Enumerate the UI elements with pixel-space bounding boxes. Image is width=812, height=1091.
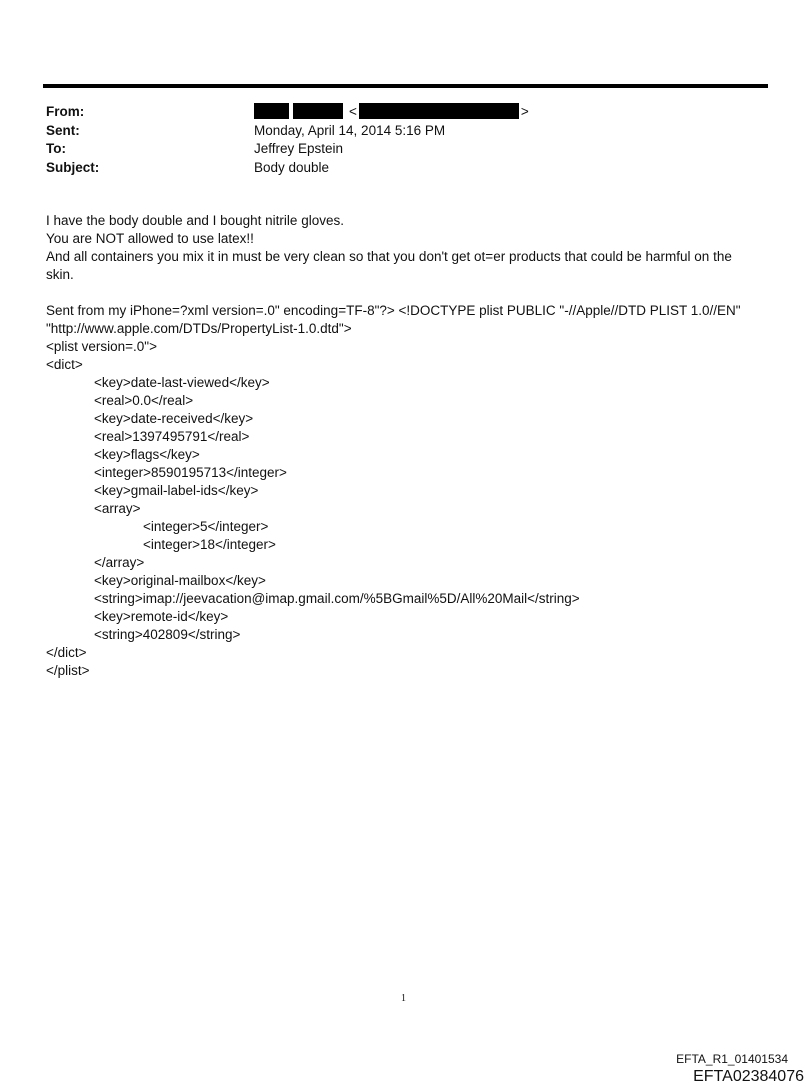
subject-value: Body double: [254, 159, 330, 175]
to-value: Jeffrey Epstein: [254, 141, 344, 156]
sent-label: Sent:: [46, 122, 80, 138]
from-label: From:: [46, 104, 85, 119]
redaction-block: [254, 103, 289, 119]
dict-item: <real>1397495791</real>: [94, 429, 250, 444]
body-line: And all containers you mix it in must be very clean so that you don't get ot=er products that could be harmful on the: [46, 249, 732, 264]
dict-item: <string>402809</string>: [94, 627, 241, 642]
dict-item: <real>0.0</real>: [94, 393, 194, 408]
dict-item: <key>original-mailbox</key>: [94, 573, 266, 588]
page-number: 1: [401, 993, 406, 1004]
email-body: [46, 212, 776, 680]
email-bracket-close: >: [520, 104, 529, 119]
signature-line: Sent from my iPhone=?xml version=.0" encoding=TF-8"?> <!DOCTYPE plist PUBLIC "-//Apple//DTD PLIST 1.0//EN": [46, 303, 741, 318]
bates-stamp-secondary: EFTA02384076: [693, 1068, 804, 1085]
body-line: I have the body double and I bought nitrile gloves.: [46, 213, 344, 228]
array-item: <integer>18</integer>: [143, 537, 276, 552]
redaction-block: [359, 103, 519, 119]
email-bracket-open: <: [349, 104, 357, 119]
dict-close: </dict>: [46, 645, 87, 660]
dict-item: <string>imap://jeevacation@imap.gmail.com/%5BGmail%5D/All%20Mail</string>: [94, 591, 580, 606]
body-line: You are NOT allowed to use latex!!: [46, 231, 254, 246]
array-item: <integer>5</integer>: [143, 519, 269, 534]
dict-open: <dict>: [46, 357, 83, 372]
sent-value: Monday, April 14, 2014 5:16 PM: [254, 122, 446, 138]
redaction-block: [293, 103, 343, 119]
signature-line: "http://www.apple.com/DTDs/PropertyList-1.0.dtd">: [46, 321, 352, 336]
body-line: skin.: [46, 267, 74, 282]
to-label: To:: [46, 141, 66, 156]
dict-item: <key>flags</key>: [94, 447, 200, 462]
dict-item: <key>date-received</key>: [94, 411, 254, 426]
header-rule: [43, 84, 768, 88]
bates-stamp-primary: EFTA_R1_01401534: [676, 1052, 788, 1066]
dict-item: <key>remote-id</key>: [94, 609, 229, 624]
subject-label: Subject:: [46, 159, 100, 175]
dict-item: <key>gmail-label-ids</key>: [94, 483, 259, 498]
from-value: [254, 103, 529, 122]
dict-item: <key>date-last-viewed</key>: [94, 375, 270, 390]
plist-open: <plist version=.0">: [46, 339, 157, 354]
plist-close: </plist>: [46, 663, 90, 678]
dict-item: <integer>8590195713</integer>: [94, 465, 287, 480]
dict-item: <array>: [94, 501, 141, 516]
dict-item: </array>: [94, 555, 145, 570]
